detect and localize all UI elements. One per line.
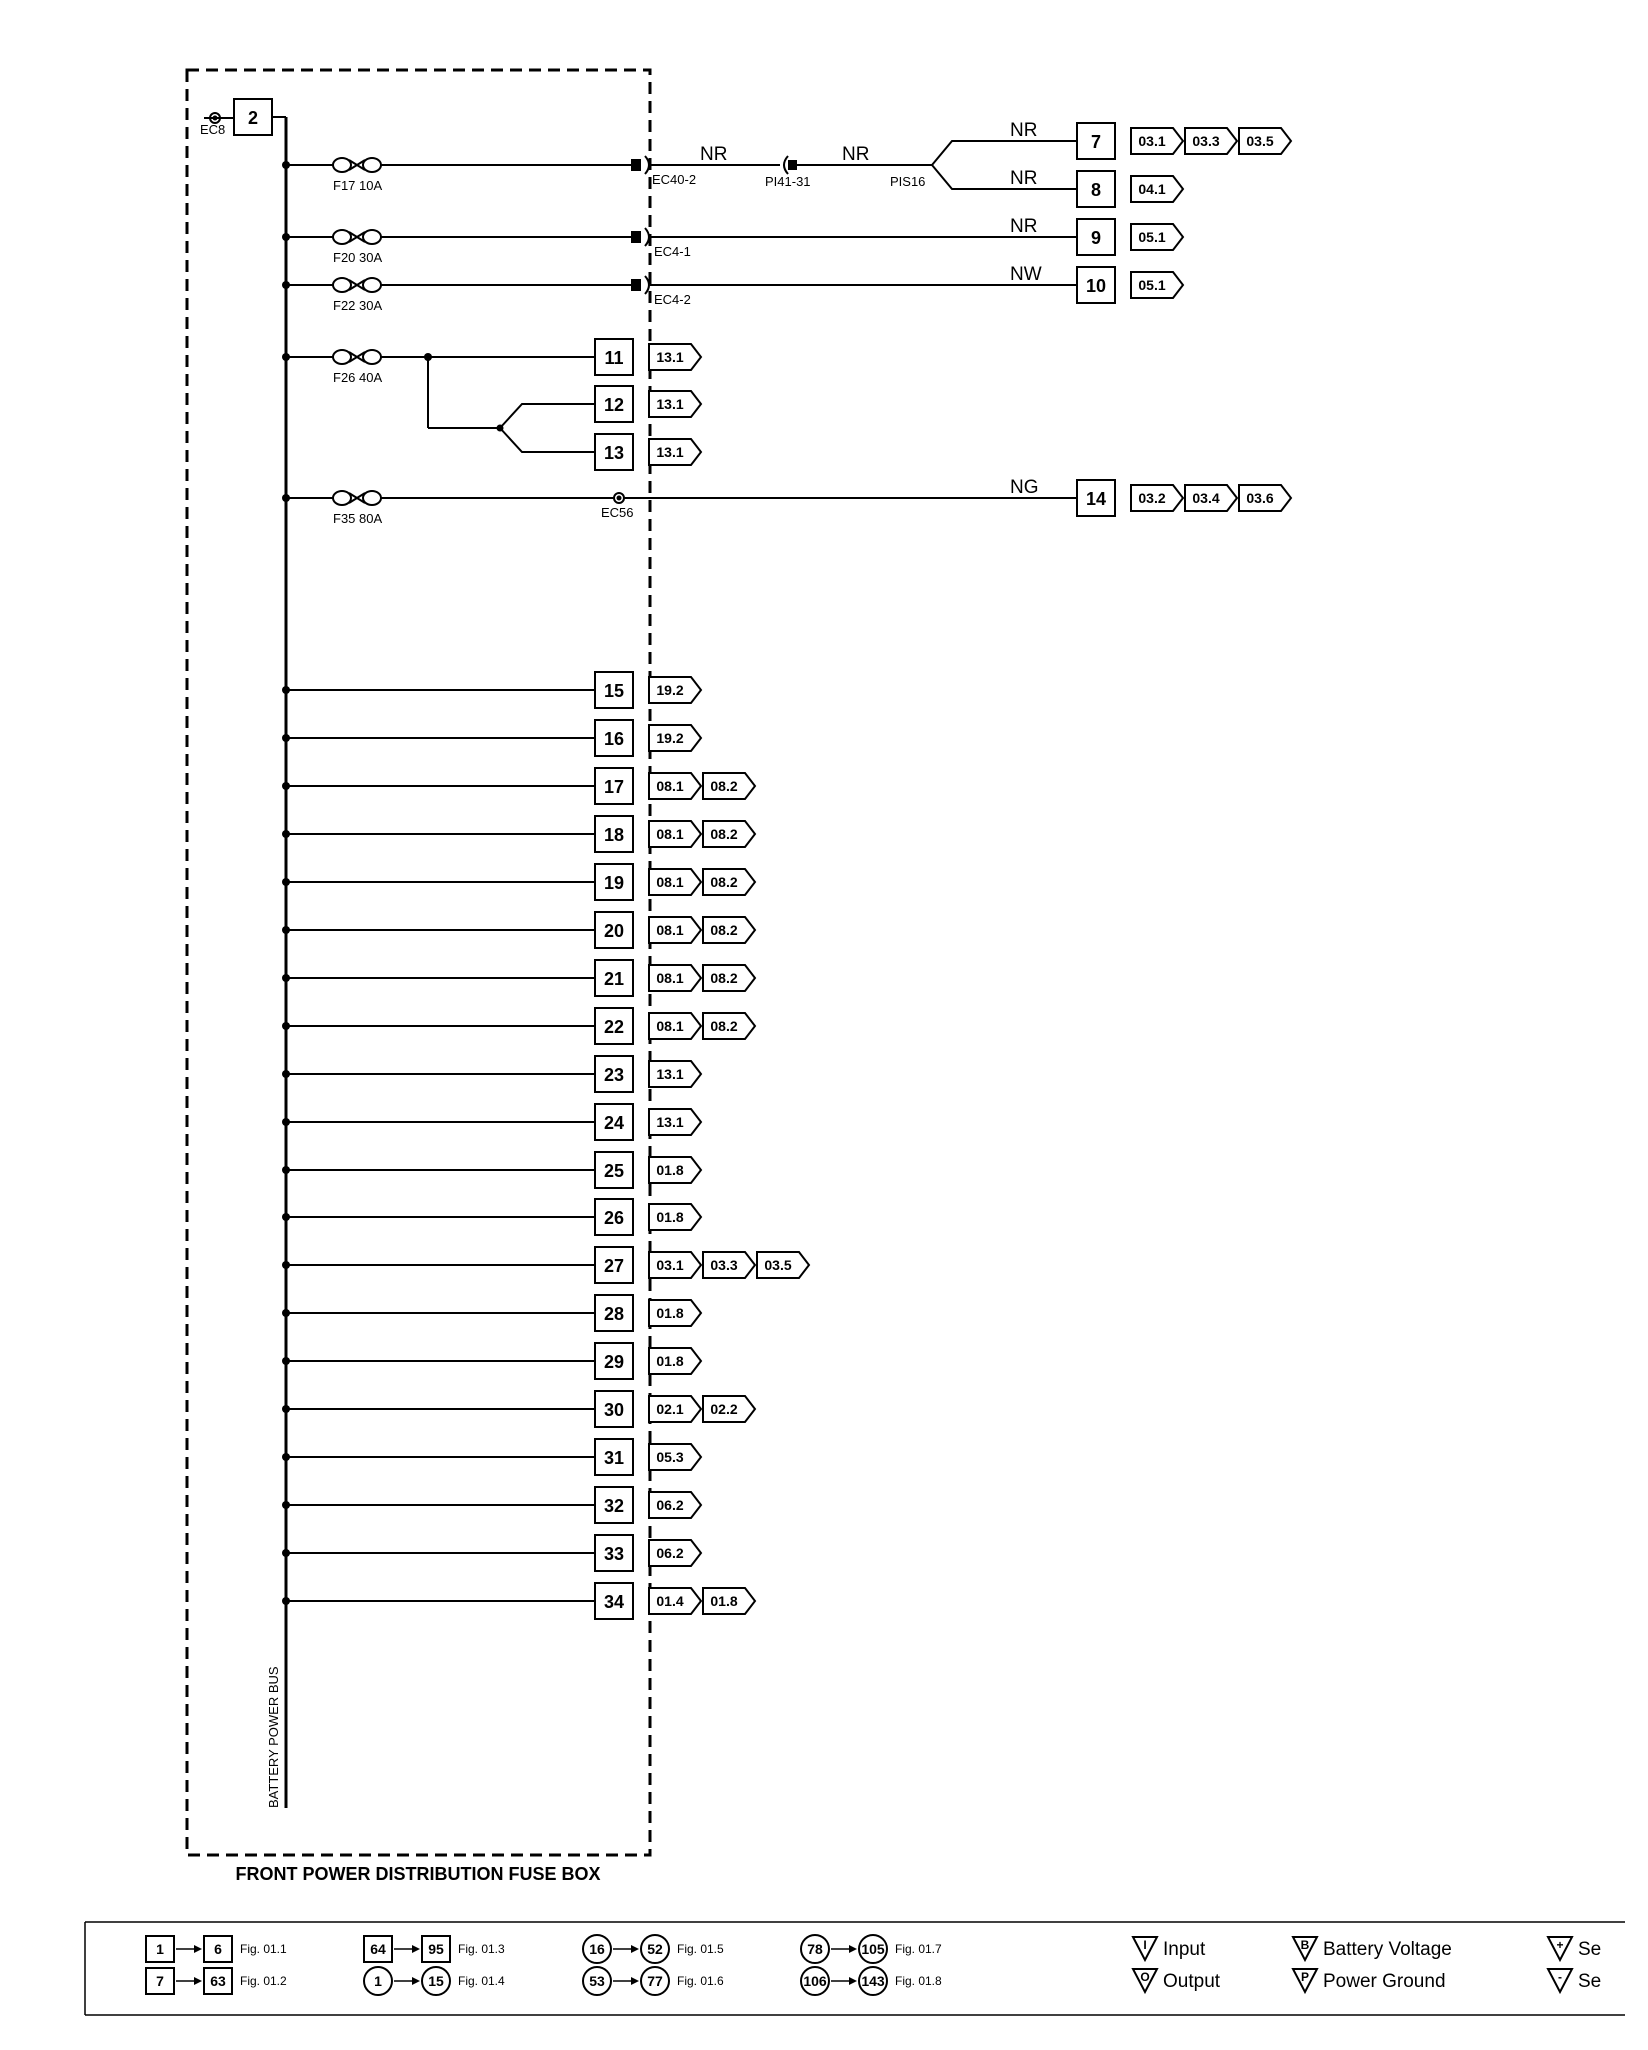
- output-number: 8: [1090, 180, 1102, 200]
- legend-symbol-letter: B: [1300, 1938, 1310, 1952]
- connector-ec4-1-socket: [645, 228, 649, 246]
- output-number: 29: [603, 1352, 625, 1372]
- output-number: 33: [603, 1544, 625, 1564]
- ref-tag-label: 08.2: [710, 778, 738, 794]
- output-number: 16: [603, 729, 625, 749]
- output-number: 15: [603, 681, 625, 701]
- legend-symbol-letter: I: [1143, 1938, 1147, 1952]
- ref-tag-label: 01.8: [656, 1353, 684, 1369]
- connector-ec56-label: EC56: [601, 505, 634, 520]
- legend-fig: Fig. 01.8: [895, 1974, 942, 1988]
- output-number: 21: [603, 969, 625, 989]
- wire-color-5: NR: [1010, 216, 1038, 237]
- legend-range-value: 63: [210, 1973, 226, 1989]
- outputs: [595, 123, 1291, 1619]
- legend-range-value: 95: [428, 1941, 444, 1957]
- ref-tag-label: 03.3: [710, 1257, 738, 1273]
- ref-tag-label: 02.1: [656, 1401, 684, 1417]
- legend-range-value: 15: [428, 1973, 444, 1989]
- legend-symbol-text: Output: [1163, 1971, 1221, 1992]
- wire-color-3: NR: [1010, 120, 1038, 141]
- ref-tag-label: 13.1: [656, 1066, 684, 1082]
- legend: [85, 1922, 1625, 2015]
- ref-tag-label: 05.3: [656, 1449, 684, 1465]
- output-number: 13: [603, 443, 625, 463]
- output-number: 12: [603, 395, 625, 415]
- legend-arrow-icon: [412, 1945, 420, 1953]
- connector-ec4-2-socket: [645, 276, 649, 294]
- wire-color-1: NR: [700, 144, 728, 165]
- legend-symbols: [1133, 1937, 1601, 1992]
- output-number: 32: [603, 1496, 625, 1516]
- legend-range-value: 1: [156, 1941, 164, 1957]
- output-number: 27: [603, 1256, 625, 1276]
- fuse-f26: [282, 350, 595, 452]
- connector-ec8-label: EC8: [200, 122, 226, 137]
- legend-fig: Fig. 01.6: [677, 1974, 724, 1988]
- legend-range-value: 77: [647, 1973, 663, 1989]
- connector-ec40-2-socket: [645, 156, 649, 174]
- ref-tag-label: 02.2: [710, 1401, 738, 1417]
- ref-tag-label: 08.2: [710, 970, 738, 986]
- ref-tag-label: 08.1: [656, 1018, 684, 1034]
- legend-fig: Fig. 01.5: [677, 1942, 724, 1956]
- connector-ec4-2-label: EC4-2: [654, 292, 691, 307]
- fuse-f26-label: F26 40A: [333, 370, 383, 385]
- connector-ec4-1-pin: [631, 231, 641, 243]
- output-number: 26: [603, 1208, 625, 1228]
- legend-arrow-icon: [849, 1977, 857, 1985]
- connector-pi41-31-label: PI41-31: [765, 174, 811, 189]
- output-number: 22: [603, 1017, 625, 1037]
- legend-symbol-text: Input: [1163, 1939, 1206, 1960]
- legend-range-value: 78: [807, 1941, 823, 1957]
- ref-tag-label: 08.2: [710, 1018, 738, 1034]
- ref-tag-label: 08.2: [710, 874, 738, 890]
- legend-symbol-letter: +: [1556, 1938, 1564, 1952]
- fuse-f20-label: F20 30A: [333, 250, 383, 265]
- ref-tag-label: 03.1: [656, 1257, 684, 1273]
- output-number: 7: [1090, 132, 1102, 152]
- fuse-f22-label: F22 30A: [333, 298, 383, 313]
- legend-symbol-text: Se: [1578, 1939, 1602, 1960]
- legend-fig: Fig. 01.7: [895, 1942, 942, 1956]
- ref-tag-label: 13.1: [656, 444, 684, 460]
- ref-tag-label: 01.4: [656, 1593, 684, 1609]
- legend-range-value: 64: [370, 1941, 386, 1957]
- fuse-f20: [282, 230, 633, 244]
- output-number: 19: [603, 873, 625, 893]
- legend-fig: Fig. 01.3: [458, 1942, 505, 1956]
- output-number: 9: [1090, 228, 1102, 248]
- legend-arrow-icon: [631, 1977, 639, 1985]
- legend-range-value: 7: [156, 1973, 164, 1989]
- connector-ec4-2-pin: [631, 279, 641, 291]
- ref-tag-label: 03.5: [1246, 133, 1274, 149]
- connector-pis16-label: PIS16: [890, 174, 926, 189]
- legend-symbol-text: Se: [1578, 1971, 1602, 1992]
- ref-tag-label: 04.1: [1138, 181, 1166, 197]
- legend-ranges: [146, 1935, 942, 1995]
- fuse-f35: [282, 491, 1077, 505]
- connector-pi41-31-pin: [788, 160, 797, 170]
- ref-tag-label: 08.2: [710, 922, 738, 938]
- bus-label: BATTERY POWER BUS: [266, 1666, 281, 1808]
- legend-symbol-letter: O: [1140, 1970, 1150, 1984]
- fuse-f17-label: F17 10A: [333, 178, 383, 193]
- ref-tag-label: 19.2: [656, 682, 684, 698]
- output-number: 11: [604, 348, 624, 368]
- ref-tag-label: 08.1: [656, 874, 684, 890]
- output-number: 34: [603, 1592, 625, 1612]
- legend-range-value: 143: [861, 1973, 885, 1989]
- legend-arrow-icon: [194, 1945, 202, 1953]
- output-number: 18: [603, 825, 625, 845]
- connector-pi41-31-socket: [784, 156, 788, 174]
- bus-taps: [282, 686, 595, 1605]
- output-number: 14: [1085, 489, 1107, 509]
- wire-color-7: NG: [1010, 477, 1039, 498]
- wire-color-2: NR: [842, 144, 870, 165]
- output-number: 17: [603, 777, 625, 797]
- ref-tag-label: 06.2: [656, 1545, 684, 1561]
- ref-tag-label: 08.1: [656, 826, 684, 842]
- ref-tag-label: 03.3: [1192, 133, 1220, 149]
- output-number: 10: [1085, 276, 1107, 296]
- wire-color-4: NR: [1010, 168, 1038, 189]
- legend-arrow-icon: [412, 1977, 420, 1985]
- legend-symbol-letter: -: [1558, 1970, 1562, 1984]
- legend-fig: Fig. 01.2: [240, 1974, 287, 1988]
- output-number: 28: [603, 1304, 625, 1324]
- ref-tag-label: 08.1: [656, 922, 684, 938]
- output-number: 31: [603, 1448, 625, 1468]
- output-number: 30: [603, 1400, 625, 1420]
- ref-tag-label: 06.2: [656, 1497, 684, 1513]
- ref-tag-label: 01.8: [656, 1305, 684, 1321]
- ref-tag-label: 05.1: [1138, 229, 1166, 245]
- ref-tag-label: 03.2: [1138, 490, 1166, 506]
- connector-ec40-2-label: EC40-2: [652, 172, 697, 187]
- legend-range-value: 16: [589, 1941, 605, 1957]
- ref-tag-label: 01.8: [656, 1162, 684, 1178]
- fuse-f22: [282, 278, 633, 292]
- ref-tag-label: 13.1: [656, 1114, 684, 1130]
- legend-fig: Fig. 01.1: [240, 1942, 287, 1956]
- ref-tag-label: 03.6: [1246, 490, 1274, 506]
- ref-tag-label: 19.2: [656, 730, 684, 746]
- legend-symbol-letter: P: [1300, 1970, 1310, 1984]
- ref-tag-label: 13.1: [656, 349, 684, 365]
- ref-tag-label: 08.1: [656, 970, 684, 986]
- ref-tag-label: 05.1: [1138, 277, 1166, 293]
- fuse-box-boundary: [187, 70, 650, 1855]
- ref-tag-label: 01.8: [656, 1209, 684, 1225]
- output-number: 24: [603, 1113, 625, 1133]
- source-number: 2: [247, 108, 259, 128]
- ref-tag-label: 03.4: [1192, 490, 1220, 506]
- legend-range-value: 52: [647, 1941, 663, 1957]
- ref-tag-label: 03.1: [1138, 133, 1166, 149]
- output-number: 23: [603, 1065, 625, 1085]
- legend-arrow-icon: [194, 1977, 202, 1985]
- fuse-box-title: FRONT POWER DISTRIBUTION FUSE BOX: [235, 1864, 601, 1884]
- legend-range-value: 106: [803, 1973, 827, 1989]
- legend-symbol-text: Power Ground: [1323, 1971, 1446, 1992]
- legend-symbol-text: Battery Voltage: [1323, 1939, 1452, 1960]
- ref-tag-label: 01.8: [710, 1593, 738, 1609]
- legend-range-value: 53: [589, 1973, 605, 1989]
- legend-range-value: 105: [861, 1941, 885, 1957]
- fuse-f17: [282, 158, 633, 172]
- ref-tag-label: 03.5: [764, 1257, 792, 1273]
- output-number: 25: [603, 1161, 625, 1181]
- ref-tag-label: 08.1: [656, 778, 684, 794]
- legend-arrow-icon: [631, 1945, 639, 1953]
- wire-color-6: NW: [1010, 264, 1042, 285]
- connector-ec4-1-label: EC4-1: [654, 244, 691, 259]
- legend-range-value: 6: [214, 1941, 222, 1957]
- connector-ec40-2-pin: [631, 159, 641, 171]
- legend-arrow-icon: [849, 1945, 857, 1953]
- splice-pis16: [932, 141, 1077, 189]
- output-number: 20: [603, 921, 625, 941]
- fuse-f35-label: F35 80A: [333, 511, 383, 526]
- ref-tag-label: 13.1: [656, 396, 684, 412]
- legend-fig: Fig. 01.4: [458, 1974, 505, 1988]
- legend-range-value: 1: [374, 1973, 382, 1989]
- ref-tag-label: 08.2: [710, 826, 738, 842]
